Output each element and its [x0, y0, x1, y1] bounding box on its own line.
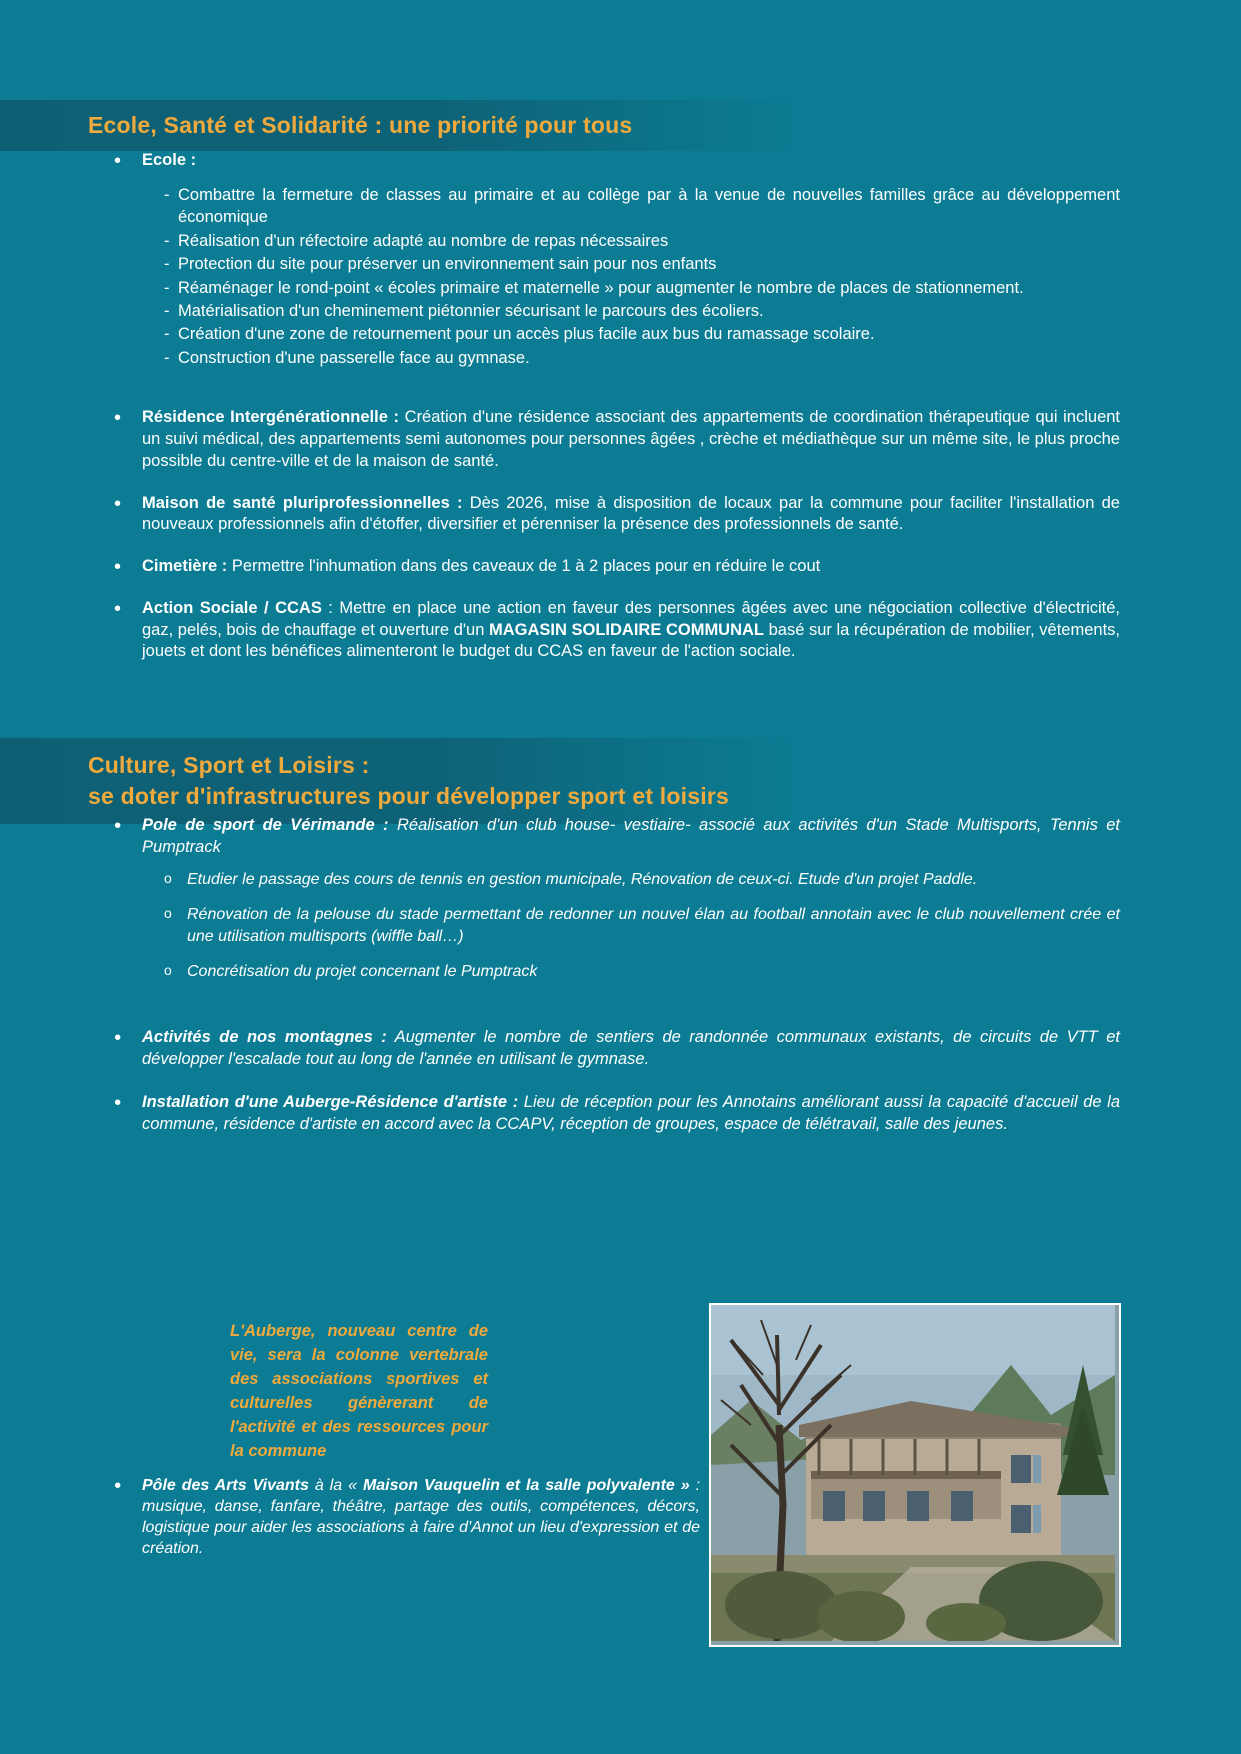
bullet-emphasis: Maison Vauquelin et la salle polyvalente » [362, 1477, 690, 1494]
sub-item: o Rénovation de la pelouse du stade permettant de redonner un nouvel élan au football annotain avec le club nouvellement crée et une utilisation multisports (wiffle ball…) [142, 904, 1120, 947]
list-item [100, 493, 1120, 537]
bullet-lead: Ecole : [142, 151, 197, 169]
auberge-photo-image [711, 1305, 1115, 1641]
bullet-text: : Mettre en place une action en faveur des personnes âgées avec une négociation collective d'électricité, gaz, pelés, bois de chauffage et ouverture d'un [142, 598, 1121, 639]
list-item [100, 556, 1120, 578]
sub-item: o Concrétisation du projet concernant le Pumptrack [142, 961, 1120, 983]
bullet-text: Réalisation d'un club house- vestiaire- associé aux activités d'un Stade Multisports, Tennis et Pumptrack [142, 816, 1121, 856]
culture-last-bullet-wrap [100, 1475, 700, 1575]
section-title-line2: se doter d'infrastructures pour développer sport et loisirs [88, 783, 729, 810]
bullet-lead: Action Sociale / CCAS [142, 598, 322, 617]
bullet-lead: Pole de sport de Vérimande : [142, 816, 389, 834]
sub-item: - Matérialisation d'un cheminement piétonnier sécurisant le parcours des écoliers. [164, 300, 1120, 322]
list-item [100, 815, 1120, 983]
list-item [100, 150, 1120, 369]
bullet-text-after: : musique, danse, fanfare, théâtre, partage des outils, compétences, décors, logistique pour aider les associations à faire d'Annot un lieu d'expression et de création. [142, 1477, 701, 1558]
bullet-lead: Résidence Intergénérationnelle : [142, 408, 400, 427]
sub-item: - Création d'une zone de retournement pour un accès plus facile aux bus du ramassage scolaire. [164, 323, 1120, 345]
auberge-photo [709, 1303, 1121, 1647]
bullet-lead: Maison de santé pluriprofessionnelles : [142, 493, 463, 512]
section-title-line1: Culture, Sport et Loisirs : [88, 752, 370, 778]
section-title: Ecole, Santé et Solidarité : une priorité pour tous [88, 112, 633, 138]
bullet-lead: Installation d'une Auberge-Résidence d'artiste : [142, 1093, 519, 1112]
sub-item: - Construction d'une passerelle face au gymnase. [164, 347, 1120, 369]
bullet-text: à la « [308, 1477, 363, 1494]
bullet-text: Lieu de réception pour les Annotains améliorant aussi la capacité d'accueil de la commune, résidence d'artiste en accord avec la CCAPV, réception de groupes, espace de télétravail, salle des jeunes. [142, 1093, 1120, 1134]
bullet-text-after: basé sur la récupération de mobilier, vêtements, jouets et dont les bénéfices alimenteront le budget du CCAS en faveur de l'action sociale. [142, 620, 1120, 661]
bullet-text: Augmenter le nombre de sentiers de randonnée communaux existants, de circuits de VTT et développer l'escalade tout au long de l'année en utilisant le gymnase. [142, 1027, 1120, 1068]
sub-item: - Réalisation d'un réfectoire adapté au nombre de repas nécessaires [164, 230, 1120, 252]
section-header-education [0, 100, 795, 151]
sub-item: - Réaménager le rond-point « écoles primaire et maternelle » pour augmenter le nombre de places de stationnement. [164, 277, 1120, 299]
pull-quote: L'Auberge, nouveau centre de vie, sera la colonne vertebrale des associations sportives et culturelles génèrerant de l'activité et des ressources pour la commune [230, 1322, 488, 1460]
bullet-lead: Cimetière : [142, 557, 228, 576]
bullet-text: Dès 2026, mise à disposition de locaux par la commune pour faciliter l'installation de nouveaux professionnels afin d'étoffer, diversifier et pérenniser la présence des professionnels de santé. [142, 493, 1120, 534]
section-header-culture [0, 738, 795, 824]
section-culture-body [100, 815, 1120, 1152]
bullet-lead: Pôle des Arts Vivants [142, 1477, 309, 1494]
education-sub-list [142, 184, 1120, 370]
culture-bullet-list-2 [100, 1475, 700, 1559]
sub-item: - Protection du site pour préserver un environnement sain pour nos enfants [164, 253, 1120, 275]
culture-sub-list [142, 869, 1120, 983]
list-item [100, 1092, 1120, 1136]
section-education-body [100, 150, 1120, 679]
education-bullet-list [100, 150, 1120, 663]
bullet-text: Création d'une résidence associant des appartements de coordination thérapeutique qui incluent un suivi médical, des appartements semi autonomes pour personnes âgées , crèche et médiathèque sur un même site, le plus proche possible du centre-ville et de la maison de santé. [142, 408, 1121, 470]
sub-item: o Etudier le passage des cours de tennis en gestion municipale, Rénovation de ceux-ci. Etude d'un projet Paddle. [142, 869, 1120, 891]
list-item [100, 407, 1120, 472]
sub-item: - Combattre la fermeture de classes au primaire et au collège par à la venue de nouvelles familles grâce au développement économique [164, 184, 1120, 229]
bullet-lead: Activités de nos montagnes : [142, 1027, 387, 1046]
list-item [100, 1027, 1120, 1071]
culture-bullet-list [100, 815, 1120, 1136]
list-item [100, 1475, 700, 1559]
list-item [100, 598, 1120, 663]
bullet-text: Permettre l'inhumation dans des caveaux de 1 à 2 places pour en réduire le cout [227, 557, 821, 576]
bullet-emphasis: MAGASIN SOLIDAIRE COMMUNAL [488, 620, 765, 639]
